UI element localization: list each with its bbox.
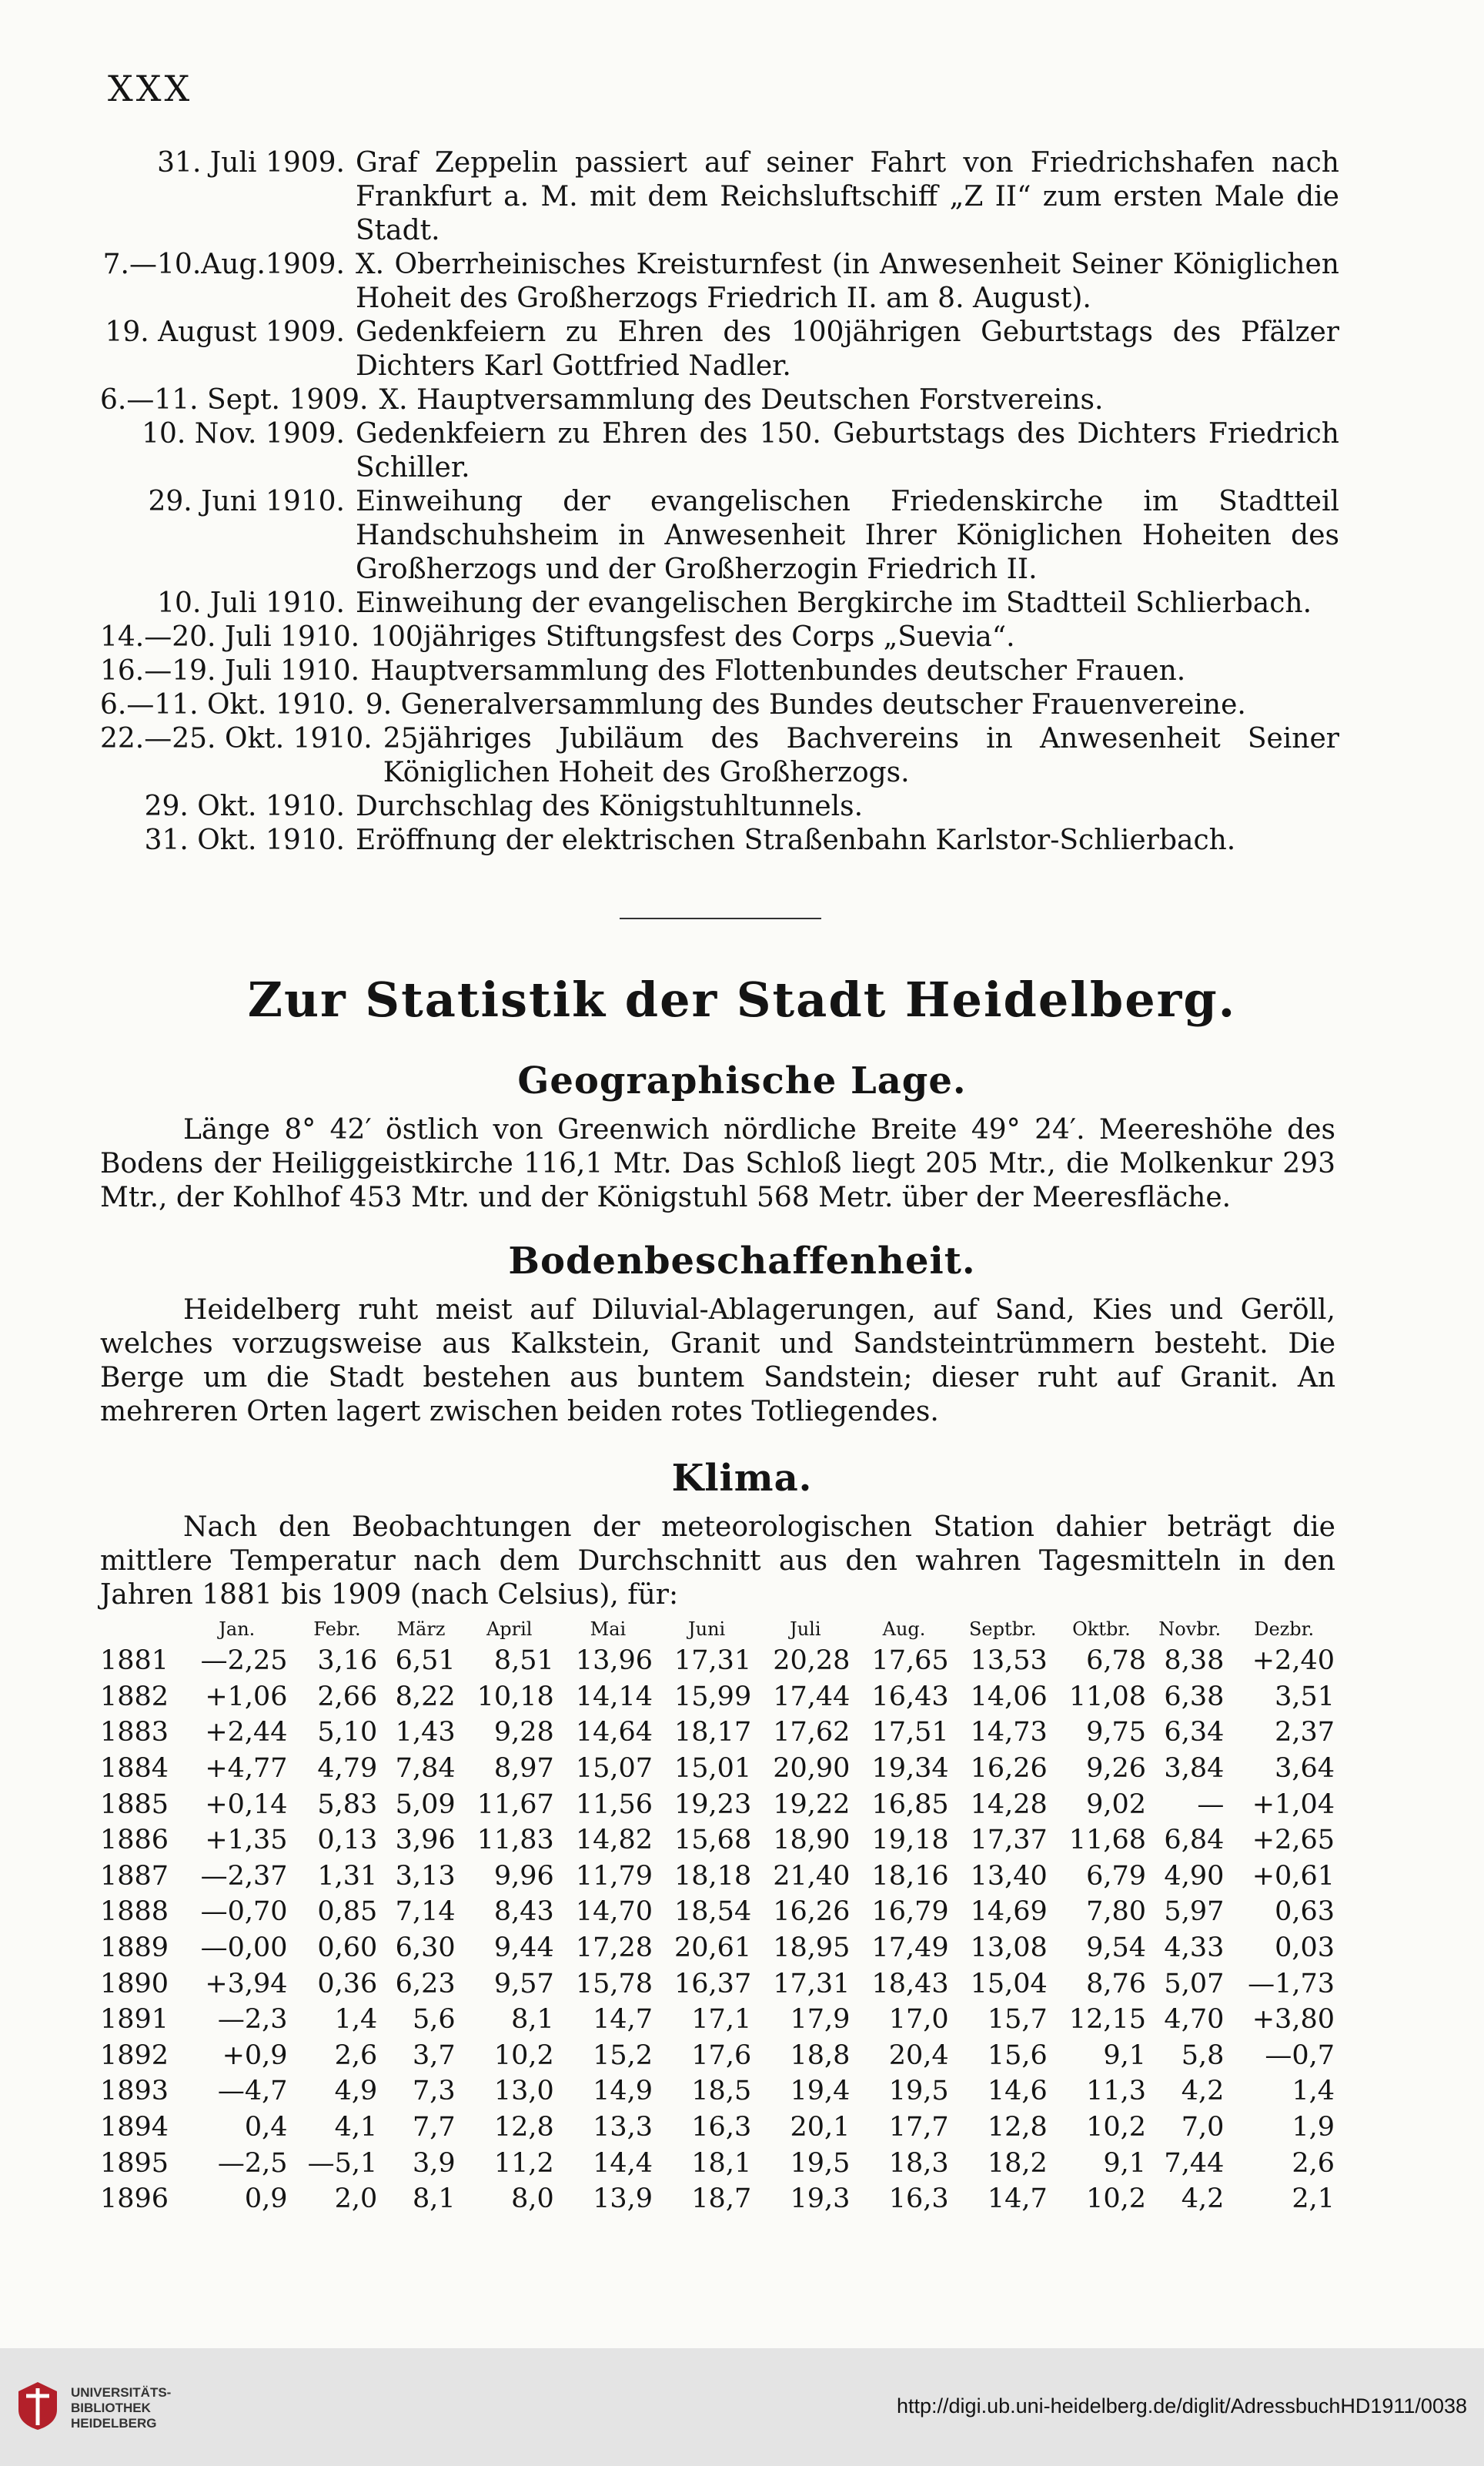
temperature-cell: 3,51 xyxy=(1275,1681,1335,1712)
temperature-cell: 4,70 xyxy=(1164,2004,1225,2036)
geography-heading: Geographische Lage. xyxy=(517,1059,967,1103)
event-date: 31. Okt. 1910. xyxy=(144,825,345,856)
temperature-cell: 0,85 xyxy=(317,1896,378,1928)
temperature-cell: 9,57 xyxy=(493,1968,554,1999)
temperature-cell: 5,10 xyxy=(317,1717,378,1748)
temperature-cell: 9,54 xyxy=(1086,1932,1147,1964)
temperature-cell: 14,70 xyxy=(575,1896,653,1928)
temperature-table-header xyxy=(100,1615,1339,1643)
temperature-cell: 7,7 xyxy=(412,2112,456,2143)
temperature-cell: 0,4 xyxy=(244,2112,288,2143)
temperature-cell: 13,08 xyxy=(970,1932,1048,1964)
temperature-cell: 14,28 xyxy=(970,1788,1048,1820)
year-cell: 1893 xyxy=(100,2076,169,2107)
temperature-cell: 11,56 xyxy=(575,1788,653,1820)
temperature-cell: 17,7 xyxy=(888,2112,949,2143)
digital-copy-link[interactable]: http://digi.ub.uni-heidelberg.de/diglit/AdressbuchHD1911/0038 xyxy=(897,2394,1467,2417)
temperature-cell: 20,61 xyxy=(674,1932,752,1964)
table-row xyxy=(100,1715,1339,1751)
climate-heading: Klima. xyxy=(671,1457,813,1500)
temperature-cell: 11,08 xyxy=(1068,1681,1147,1712)
year-cell: 1892 xyxy=(100,2039,169,2071)
temperature-cell: 14,7 xyxy=(593,2004,653,2036)
temperature-cell: 18,54 xyxy=(674,1896,752,1928)
temperature-cell: 16,26 xyxy=(773,1896,851,1928)
month-header: Dezbr. xyxy=(1254,1618,1315,1640)
temperature-cell: 11,83 xyxy=(476,1825,554,1856)
temperature-cell: +1,06 xyxy=(205,1681,288,1712)
page-number: XXX xyxy=(108,68,193,109)
table-row xyxy=(100,1859,1339,1895)
temperature-cell: 2,1 xyxy=(1292,2183,1335,2215)
temperature-cell: 0,13 xyxy=(317,1825,378,1856)
temperature-cell: 13,3 xyxy=(593,2112,653,2143)
event-entry xyxy=(100,417,1339,485)
temperature-cell: 17,65 xyxy=(871,1645,949,1677)
temperature-cell: —2,37 xyxy=(200,1860,288,1892)
temperature-cell: 5,07 xyxy=(1164,1968,1225,1999)
temperature-cell: 2,6 xyxy=(334,2039,378,2071)
temperature-cell: 11,2 xyxy=(493,2147,554,2179)
temperature-cell: 18,95 xyxy=(773,1932,851,1964)
temperature-cell: 16,85 xyxy=(871,1788,949,1820)
temperature-cell: 19,4 xyxy=(790,2076,851,2107)
temperature-cell: 14,14 xyxy=(575,1681,653,1712)
university-library-logo-icon xyxy=(15,2381,60,2431)
temperature-cell: 2,37 xyxy=(1275,1717,1335,1748)
temperature-cell: 11,3 xyxy=(1086,2076,1147,2107)
temperature-cell: 6,78 xyxy=(1086,1645,1147,1677)
temperature-cell: 14,4 xyxy=(593,2147,653,2179)
event-date: 29. Juni 1910. xyxy=(148,486,345,517)
event-entry xyxy=(100,722,1339,790)
temperature-cell: 4,2 xyxy=(1181,2183,1225,2215)
event-description: X. Oberrheinisches Kreisturnfest (in Anwesenheit Seiner Königlichen Hoheit des Großherzogs Friedrich II. am 8. August). xyxy=(356,249,1339,314)
event-date: 10. Juli 1910. xyxy=(157,587,345,619)
event-description: Durchschlag des Königstuhltunnels. xyxy=(356,791,864,822)
year-cell: 1890 xyxy=(100,1968,169,1999)
temperature-cell: 16,79 xyxy=(871,1896,949,1928)
temperature-cell: 14,69 xyxy=(970,1896,1048,1928)
event-entry xyxy=(100,383,1339,417)
event-date: 31. Juli 1909. xyxy=(157,147,345,179)
temperature-cell: 5,97 xyxy=(1164,1896,1225,1928)
month-header: Juni xyxy=(688,1618,726,1640)
temperature-cell: 16,43 xyxy=(871,1681,949,1712)
soil-heading: Bodenbeschaffenheit. xyxy=(508,1240,976,1283)
temperature-cell: +1,35 xyxy=(205,1825,288,1856)
temperature-cell: 0,9 xyxy=(244,2183,288,2215)
temperature-cell: 15,7 xyxy=(987,2004,1048,2036)
temperature-cell: 17,1 xyxy=(691,2004,752,2036)
temperature-cell: 17,6 xyxy=(691,2039,752,2071)
event-description: 9. Generalversammlung des Bundes deutscher Frauenvereine. xyxy=(365,689,1246,721)
event-date: 19. August 1909. xyxy=(105,316,345,348)
table-row xyxy=(100,1643,1339,1679)
table-row xyxy=(100,2110,1339,2146)
month-header: Oktbr. xyxy=(1072,1618,1131,1640)
year-cell: 1886 xyxy=(100,1825,169,1856)
table-row xyxy=(100,1679,1339,1715)
library-name-line: HEIDELBERG xyxy=(71,2416,157,2431)
event-entry xyxy=(100,824,1339,858)
temperature-cell: 15,04 xyxy=(970,1968,1048,1999)
event-entry xyxy=(100,587,1339,621)
event-entry xyxy=(100,316,1339,383)
temperature-cell: +2,40 xyxy=(1252,1645,1335,1677)
temperature-cell: 14,73 xyxy=(970,1717,1048,1748)
year-cell: 1881 xyxy=(100,1645,169,1677)
temperature-cell: 6,23 xyxy=(395,1968,456,1999)
year-cell: 1883 xyxy=(100,1717,169,1748)
event-description: Gedenkfeiern zu Ehren des 100jährigen Geburtstags des Pfälzer Dichters Karl Gottfried Nadler. xyxy=(356,316,1339,382)
temperature-cell: — xyxy=(1197,1788,1225,1820)
temperature-cell: 1,9 xyxy=(1292,2112,1335,2143)
temperature-cell: 15,78 xyxy=(575,1968,653,1999)
temperature-cell: —2,5 xyxy=(217,2147,288,2179)
event-entry xyxy=(100,654,1339,688)
temperature-cell: 8,76 xyxy=(1086,1968,1147,1999)
temperature-cell: +2,44 xyxy=(205,1717,288,1748)
temperature-cell: 6,34 xyxy=(1164,1717,1225,1748)
temperature-cell: 19,22 xyxy=(773,1788,851,1820)
temperature-cell: 7,3 xyxy=(412,2076,456,2107)
temperature-cell: 3,84 xyxy=(1164,1753,1225,1785)
temperature-cell: 15,2 xyxy=(593,2039,653,2071)
temperature-cell: 8,1 xyxy=(511,2004,554,2036)
temperature-cell: 0,36 xyxy=(317,1968,378,1999)
temperature-cell: 15,99 xyxy=(674,1681,752,1712)
temperature-cell: 17,44 xyxy=(773,1681,851,1712)
temperature-cell: 19,23 xyxy=(674,1788,752,1820)
statistics-heading: Zur Statistik der Stadt Heidelberg. xyxy=(247,972,1237,1028)
temperature-cell: 5,8 xyxy=(1181,2039,1225,2071)
temperature-cell: +3,94 xyxy=(205,1968,288,1999)
temperature-cell: 8,97 xyxy=(493,1753,554,1785)
temperature-cell: 3,9 xyxy=(412,2147,456,2179)
event-date: 7.—10.Aug.1909. xyxy=(102,249,345,280)
temperature-cell: 1,43 xyxy=(395,1717,456,1748)
event-entry xyxy=(100,621,1339,654)
temperature-cell: +1,04 xyxy=(1252,1788,1335,1820)
temperature-cell: 13,40 xyxy=(970,1860,1048,1892)
temperature-cell: 7,14 xyxy=(395,1896,456,1928)
temperature-cell: 6,38 xyxy=(1164,1681,1225,1712)
temperature-cell: 1,31 xyxy=(317,1860,378,1892)
temperature-cell: 0,60 xyxy=(317,1932,378,1964)
temperature-cell: 4,33 xyxy=(1164,1932,1225,1964)
temperature-cell: 18,3 xyxy=(888,2147,949,2179)
event-description: Einweihung der evangelischen Bergkirche im Stadtteil Schlierbach. xyxy=(356,587,1312,619)
temperature-cell: 18,5 xyxy=(691,2076,752,2107)
temperature-cell: 11,68 xyxy=(1068,1825,1147,1856)
temperature-cell: 9,26 xyxy=(1086,1753,1147,1785)
event-description: 100jähriges Stiftungsfest des Corps „Suevia“. xyxy=(370,621,1015,653)
temperature-cell: 6,51 xyxy=(395,1645,456,1677)
year-column-header xyxy=(100,1615,182,1643)
temperature-cell: —2,25 xyxy=(200,1645,288,1677)
temperature-cell: 17,28 xyxy=(575,1932,653,1964)
year-cell: 1885 xyxy=(100,1788,169,1820)
library-name-line: UNIVERSITÄTS- xyxy=(71,2385,172,2400)
year-cell: 1884 xyxy=(100,1753,169,1785)
month-header: Febr. xyxy=(313,1618,361,1640)
temperature-cell: 3,96 xyxy=(395,1825,456,1856)
temperature-cell: 18,8 xyxy=(790,2039,851,2071)
temperature-cell: 4,9 xyxy=(334,2076,378,2107)
temperature-cell: +3,80 xyxy=(1252,2004,1335,2036)
temperature-cell: 16,3 xyxy=(691,2112,752,2143)
library-name-line: BIBLIOTHEK xyxy=(71,2401,151,2415)
temperature-cell: 7,80 xyxy=(1086,1896,1147,1928)
temperature-cell: 3,64 xyxy=(1275,1753,1335,1785)
table-row xyxy=(100,2181,1339,2217)
month-header: April xyxy=(486,1618,533,1640)
temperature-cell: 14,7 xyxy=(987,2183,1048,2215)
temperature-cell: 9,1 xyxy=(1103,2147,1147,2179)
temperature-cell: 17,51 xyxy=(871,1717,949,1748)
temperature-cell: 7,0 xyxy=(1181,2112,1225,2143)
event-description: Graf Zeppelin passiert auf seiner Fahrt von Friedrichshafen nach Frankfurt a. M. mit dem Reichsluftschiff „Z II“ zum ersten Male die Stadt. xyxy=(356,147,1339,246)
temperature-cell: 11,67 xyxy=(476,1788,554,1820)
temperature-cell: 9,1 xyxy=(1103,2039,1147,2071)
temperature-cell: 12,15 xyxy=(1068,2004,1147,2036)
temperature-cell: 5,83 xyxy=(317,1788,378,1820)
temperature-cell: 19,5 xyxy=(790,2147,851,2179)
event-entry xyxy=(100,248,1339,316)
year-cell: 1896 xyxy=(100,2183,169,2215)
temperature-cell: 8,38 xyxy=(1164,1645,1225,1677)
temperature-cell: 10,2 xyxy=(493,2039,554,2071)
temperature-cell: 15,6 xyxy=(987,2039,1048,2071)
year-cell: 1887 xyxy=(100,1860,169,1892)
temperature-cell: 7,44 xyxy=(1164,2147,1225,2179)
temperature-cell: 18,90 xyxy=(773,1825,851,1856)
temperature-cell: 17,31 xyxy=(674,1645,752,1677)
temperature-cell: —0,70 xyxy=(200,1896,288,1928)
event-entry xyxy=(100,790,1339,824)
temperature-cell: 10,18 xyxy=(476,1681,554,1712)
temperature-cell: 0,63 xyxy=(1275,1896,1335,1928)
event-description: Einweihung der evangelischen Friedenskirche im Stadtteil Handschuhsheim in Anwesenheit Ihrer Königlichen Hoheiten des Großherzogs und der Großherzogin Friedrich II. xyxy=(356,486,1339,585)
event-date: 14.—20. Juli 1910. xyxy=(100,621,360,653)
temperature-cell: 14,64 xyxy=(575,1717,653,1748)
temperature-cell: —0,7 xyxy=(1265,2039,1335,2071)
month-header: Mai xyxy=(590,1618,627,1640)
year-cell: 1891 xyxy=(100,2004,169,2036)
temperature-cell: 12,8 xyxy=(987,2112,1048,2143)
temperature-cell: 15,68 xyxy=(674,1825,752,1856)
event-date: 16.—19. Juli 1910. xyxy=(100,655,360,687)
temperature-cell: 12,8 xyxy=(493,2112,554,2143)
event-entry xyxy=(100,146,1339,248)
table-row xyxy=(100,1894,1339,1930)
table-row xyxy=(100,1966,1339,2002)
temperature-cell: 19,34 xyxy=(871,1753,949,1785)
temperature-cell: 10,2 xyxy=(1086,2112,1147,2143)
temperature-cell: 17,31 xyxy=(773,1968,851,1999)
temperature-cell: 8,51 xyxy=(493,1645,554,1677)
temperature-cell: 18,43 xyxy=(871,1968,949,1999)
temperature-cell: 4,90 xyxy=(1164,1860,1225,1892)
temperature-cell: +2,65 xyxy=(1252,1825,1335,1856)
temperature-cell: 14,06 xyxy=(970,1681,1048,1712)
month-header: Septbr. xyxy=(968,1618,1037,1640)
event-description: 25jähriges Jubiläum des Bachvereins in Anwesenheit Seiner Königlichen Hoheit des Großherzogs. xyxy=(383,723,1339,788)
temperature-cell: 0,03 xyxy=(1275,1932,1335,1964)
soil-text: Heidelberg ruht meist auf Diluvial-Ablagerungen, auf Sand, Kies und Geröll, welches vorzugsweise aus Kalkstein, Granit und Sandsteintrümmern besteht. Die Berge um die Stadt bestehen aus buntem Sandstein; dieser ruht auf Granit. An mehreren Orten lagert zwischen beiden rotes Totliegendes. xyxy=(100,1294,1335,1427)
event-entry xyxy=(100,688,1339,722)
temperature-cell: 13,96 xyxy=(575,1645,653,1677)
table-row xyxy=(100,2038,1339,2074)
temperature-cell: 20,90 xyxy=(773,1753,851,1785)
temperature-cell: 17,37 xyxy=(970,1825,1048,1856)
temperature-cell: 8,22 xyxy=(395,1681,456,1712)
temperature-cell: 14,9 xyxy=(593,2076,653,2107)
month-header: Aug. xyxy=(882,1618,926,1640)
temperature-cell: 4,79 xyxy=(317,1753,378,1785)
temperature-cell: 19,5 xyxy=(888,2076,949,2107)
library-name xyxy=(71,2385,171,2431)
event-date: 6.—11. Okt. 1910. xyxy=(100,689,355,721)
temperature-cell: 17,62 xyxy=(773,1717,851,1748)
temperature-cell: —1,73 xyxy=(1248,1968,1335,1999)
temperature-cell: 19,18 xyxy=(871,1825,949,1856)
temperature-cell: 7,84 xyxy=(395,1753,456,1785)
temperature-cell: 20,28 xyxy=(773,1645,851,1677)
temperature-cell: 6,79 xyxy=(1086,1860,1147,1892)
temperature-cell: 13,9 xyxy=(593,2183,653,2215)
temperature-cell: 2,66 xyxy=(317,1681,378,1712)
temperature-cell: 14,6 xyxy=(987,2076,1048,2107)
temperature-cell: 13,53 xyxy=(970,1645,1048,1677)
temperature-cell: 9,75 xyxy=(1086,1717,1147,1748)
temperature-cell: 17,9 xyxy=(790,2004,851,2036)
temperature-cell: 6,30 xyxy=(395,1932,456,1964)
temperature-cell: 9,02 xyxy=(1086,1788,1147,1820)
temperature-cell: +0,9 xyxy=(222,2039,288,2071)
temperature-cell: 8,1 xyxy=(412,2183,456,2215)
event-description: Eröffnung der elektrischen Straßenbahn Karlstor-Schlierbach. xyxy=(356,825,1236,856)
temperature-cell: 18,1 xyxy=(691,2147,752,2179)
temperature-cell: 18,2 xyxy=(987,2147,1048,2179)
month-header: März xyxy=(396,1618,446,1640)
temperature-cell: 4,2 xyxy=(1181,2076,1225,2107)
event-date: 10. Nov. 1909. xyxy=(142,418,345,450)
table-row xyxy=(100,1786,1339,1822)
temperature-cell: 8,43 xyxy=(493,1896,554,1928)
temperature-cell: 3,7 xyxy=(412,2039,456,2071)
temperature-cell: —4,7 xyxy=(217,2076,288,2107)
geography-text: Länge 8° 42′ östlich von Greenwich nördliche Breite 49° 24′. Meereshöhe des Bodens der Heiliggeistkirche 116,1 Mtr. Das Schloß liegt 205 Mtr., die Molkenkur 293 Mtr., der Kohlhof 453 Mtr. und der Königstuhl 568 Metr. über der Meeresfläche. xyxy=(100,1114,1335,1213)
table-row xyxy=(100,2002,1339,2038)
temperature-cell: 9,96 xyxy=(493,1860,554,1892)
month-header: Novbr. xyxy=(1158,1618,1222,1640)
table-row xyxy=(100,1930,1339,1966)
table-row xyxy=(100,2145,1339,2181)
temperature-cell: 16,3 xyxy=(888,2183,949,2215)
temperature-cell: 18,18 xyxy=(674,1860,752,1892)
year-cell: 1889 xyxy=(100,1932,169,1964)
digitization-footer xyxy=(0,2348,1484,2466)
temperature-cell: 16,37 xyxy=(674,1968,752,1999)
temperature-cell: 17,0 xyxy=(888,2004,949,2036)
temperature-cell: 5,6 xyxy=(412,2004,456,2036)
temperature-cell: 3,16 xyxy=(317,1645,378,1677)
temperature-cell: 19,3 xyxy=(790,2183,851,2215)
month-header: Jan. xyxy=(219,1618,256,1640)
event-date: 6.—11. Sept. 1909. xyxy=(100,384,369,416)
temperature-table xyxy=(100,1615,1339,2217)
temperature-cell: 15,01 xyxy=(674,1753,752,1785)
temperature-cell: 3,13 xyxy=(395,1860,456,1892)
month-header: Juli xyxy=(790,1618,821,1640)
table-row xyxy=(100,1822,1339,1859)
temperature-cell: 1,4 xyxy=(334,2004,378,2036)
temperature-cell: 9,44 xyxy=(493,1932,554,1964)
event-entry xyxy=(100,485,1339,587)
temperature-cell: 20,4 xyxy=(888,2039,949,2071)
event-description: Gedenkfeiern zu Ehren des 150. Geburtstags des Dichters Friedrich Schiller. xyxy=(356,418,1339,483)
temperature-cell: 15,07 xyxy=(575,1753,653,1785)
event-description: Hauptversammlung des Flottenbundes deutscher Frauen. xyxy=(370,655,1186,687)
year-cell: 1894 xyxy=(100,2112,169,2143)
section-divider xyxy=(620,918,821,919)
temperature-cell: 9,28 xyxy=(493,1717,554,1748)
climate-text: Nach den Beobachtungen der meteorologischen Station dahier beträgt die mittlere Temperatur nach dem Durchschnitt aus den wahren Tagesmitteln in den Jahren 1881 bis 1909 (nach Celsius), für: xyxy=(100,1511,1335,1611)
temperature-cell: 2,0 xyxy=(334,2183,378,2215)
temperature-cell: 20,1 xyxy=(790,2112,851,2143)
event-date: 29. Okt. 1910. xyxy=(144,791,345,822)
temperature-cell: 2,6 xyxy=(1292,2147,1335,2179)
temperature-cell: —2,3 xyxy=(217,2004,288,2036)
temperature-cell: 17,49 xyxy=(871,1932,949,1964)
event-date: 22.—25. Okt. 1910. xyxy=(100,723,373,755)
temperature-cell: 14,82 xyxy=(575,1825,653,1856)
temperature-cell: 13,0 xyxy=(493,2076,554,2107)
temperature-cell: 18,16 xyxy=(871,1860,949,1892)
temperature-cell: 16,26 xyxy=(970,1753,1048,1785)
year-cell: 1882 xyxy=(100,1681,169,1712)
temperature-cell: 18,7 xyxy=(691,2183,752,2215)
temperature-cell: 11,79 xyxy=(575,1860,653,1892)
table-row xyxy=(100,2073,1339,2110)
temperature-cell: +0,14 xyxy=(205,1788,288,1820)
temperature-cell: +4,77 xyxy=(205,1753,288,1785)
temperature-cell: 5,09 xyxy=(395,1788,456,1820)
temperature-cell: +0,61 xyxy=(1252,1860,1335,1892)
temperature-cell: 6,84 xyxy=(1164,1825,1225,1856)
temperature-cell: 18,17 xyxy=(674,1717,752,1748)
temperature-cell: 21,40 xyxy=(773,1860,851,1892)
year-cell: 1895 xyxy=(100,2147,169,2179)
temperature-cell: 10,2 xyxy=(1086,2183,1147,2215)
temperature-cell: 8,0 xyxy=(511,2183,554,2215)
year-cell: 1888 xyxy=(100,1896,169,1928)
event-chronicle xyxy=(100,146,1339,858)
table-row xyxy=(100,1751,1339,1787)
temperature-cell: 1,4 xyxy=(1292,2076,1335,2107)
event-description: X. Hauptversammlung des Deutschen Forstvereins. xyxy=(379,384,1104,416)
temperature-cell: —5,1 xyxy=(307,2147,378,2179)
temperature-cell: 4,1 xyxy=(334,2112,378,2143)
temperature-cell: —0,00 xyxy=(200,1932,288,1964)
